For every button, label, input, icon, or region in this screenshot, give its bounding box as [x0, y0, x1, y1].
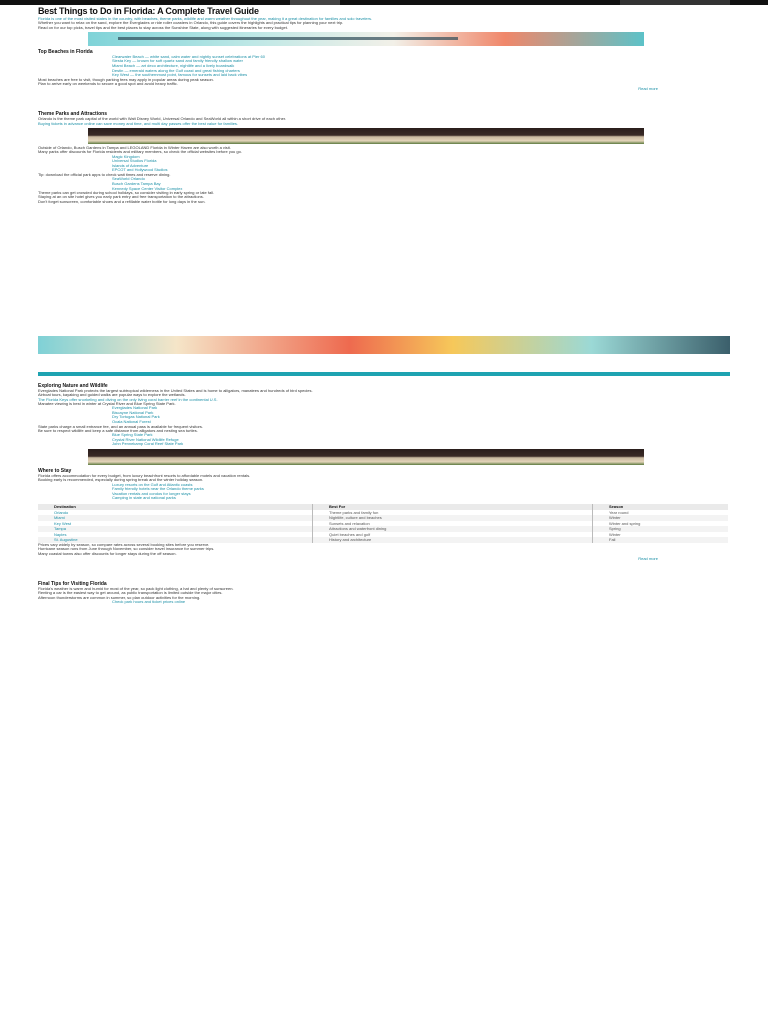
destinations-table	[38, 504, 728, 543]
section-heading-beaches: Top Beaches in Florida	[38, 48, 93, 55]
table-cell[interactable]: Naples	[38, 532, 313, 538]
intro-paragraph-2: Whether you want to relax on the sand, explore the Everglades or ride roller coasters in Orlando, this guide covers the highlights and practical tips for planning your next trip.	[38, 21, 344, 26]
intro-paragraph-1: Florida is one of the most visited states in the country, with beaches, theme parks, wildlife and warm weather throughout the year, making it a great destination for families and solo travelers.	[38, 17, 373, 21]
paragraph: Be sure to respect wildlife and keep a safe distance from alligators and nesting sea turtles.	[38, 428, 198, 433]
national-parks-list	[38, 406, 728, 424]
paragraph: Florida's weather is warm and humid for most of the year, so pack light clothing, a hat and plenty of sunscreen.	[38, 586, 234, 591]
list-item[interactable]: Everglades National Park	[112, 406, 712, 411]
list-item[interactable]: Kennedy Space Center Visitor Complex	[112, 187, 712, 192]
list-item[interactable]: SeaWorld Orlando	[112, 177, 712, 182]
list-item[interactable]: Islands of Adventure	[112, 164, 712, 169]
paragraph: Tip: download the official park apps to check wait times and reserve dining.	[38, 173, 171, 178]
list-item[interactable]: EPCOT and Hollywood Studios	[112, 168, 712, 173]
section-heading-final-tips: Final Tips for Visiting Florida	[38, 580, 107, 587]
section-heading-stay: Where to Stay	[38, 467, 72, 474]
paragraph: Afternoon thunderstorms are common in summer, so plan outdoor activities for the morning.	[38, 595, 201, 600]
read-more-link[interactable]: Read more	[638, 555, 658, 561]
article-content-continued	[38, 380, 728, 604]
paragraph: Don't forget sunscreen, comfortable shoes and a refillable water bottle for long days in the sun.	[38, 199, 206, 204]
table-cell[interactable]: Miami	[38, 515, 313, 521]
paragraph: State parks charge a small entrance fee, and an annual pass is available for frequent visitors.	[38, 424, 203, 429]
list-item[interactable]: John Pennekamp Coral Reef State Park	[112, 442, 712, 447]
paragraph: Airboat tours, kayaking and guided walks are popular ways to explore the wetlands.	[38, 393, 186, 398]
site-logo[interactable]	[290, 0, 340, 5]
intro-paragraph-3: Read on for our top picks, travel tips and the best places to stay across the Sunshine State, along with suggested itineraries for every budget.	[38, 25, 288, 30]
table-cell: Nightlife, culture and beaches	[313, 515, 593, 521]
list-item[interactable]: Family friendly hotels near the Orlando theme parks	[112, 487, 712, 492]
paragraph: Orlando is the theme park capital of the world with Walt Disney World, Universal Orlando and SeaWorld all within a short drive of each other.	[38, 117, 287, 122]
accommodation-list	[38, 483, 728, 501]
table-cell: Sunsets and relaxation	[313, 521, 593, 527]
list-item[interactable]: Check park hours and ticket prices online	[112, 600, 712, 605]
city-image	[88, 128, 644, 144]
table-header: Destination	[38, 504, 313, 510]
table-cell[interactable]: Orlando	[38, 510, 313, 516]
list-item[interactable]: Luxury resorts on the Gulf and Atlantic coasts	[112, 483, 712, 488]
paragraph: Staying at an on site hotel gives you early park entry and free transportation to the attractions.	[38, 195, 204, 200]
final-tips-list	[38, 600, 728, 605]
paragraph: The Florida Keys offer snorkeling and diving on the only living coral barrier reef in the continental U.S.	[38, 397, 218, 402]
read-more-link[interactable]: Read more	[638, 86, 658, 92]
table-cell: History and architecture	[313, 537, 593, 543]
table-header: Best For	[313, 504, 593, 510]
table-cell: Quiet beaches and golf	[313, 532, 593, 538]
theme-parks-list	[38, 155, 728, 173]
paragraph: Theme parks can get crowded during school holidays, so consider visiting in early spring or late fall.	[38, 191, 215, 196]
paragraph: Hurricane season runs from June through November, so consider travel insurance for summer trips.	[38, 547, 215, 552]
list-item[interactable]: Blue Spring State Park	[112, 433, 712, 438]
list-item[interactable]: Biscayne National Park	[112, 411, 712, 416]
list-item[interactable]: Miami Beach — art deco architecture, nightlife and a lively boardwalk	[112, 64, 712, 69]
attractions-list	[38, 177, 728, 191]
paragraph: Booking early is recommended, especially during spring break and the winter holiday season.	[38, 478, 204, 483]
table-cell: Winter and spring	[609, 520, 641, 526]
paragraph: Renting a car is the easiest way to get around, as public transportation is limited outside the major cities.	[38, 591, 223, 596]
table-cell[interactable]: Key West	[38, 521, 313, 527]
beaches-list	[38, 55, 728, 78]
table-cell: Spring	[593, 526, 728, 532]
state-parks-list	[38, 433, 728, 447]
list-item[interactable]: Siesta Key — known for soft quartz sand and family friendly shallow water	[112, 59, 712, 64]
beach-image	[88, 32, 644, 46]
advertisement-banner[interactable]	[38, 336, 730, 354]
paragraph: Outside of Orlando, Busch Gardens in Tampa and LEGOLAND Florida in Winter Haven are also worth a visit.	[38, 146, 231, 151]
waterfront-image	[88, 449, 644, 465]
list-item[interactable]: Dry Tortugas National Park	[112, 415, 712, 420]
article-content	[38, 6, 728, 204]
list-item[interactable]: Key West — the southernmost point, famous for sunsets and laid back vibes	[112, 73, 712, 78]
table-cell: Winter	[609, 531, 621, 537]
paragraph: Buying tickets in advance online can save money and time, and multi day passes offer the best value for families.	[38, 121, 239, 126]
section-heading-nature: Exploring Nature and Wildlife	[38, 383, 108, 389]
list-item[interactable]: Universal Studios Florida	[112, 159, 712, 164]
table-cell: Fall	[593, 537, 728, 543]
section-heading-theme-parks: Theme Parks and Attractions	[38, 111, 108, 118]
list-item[interactable]: Vacation rentals and condos for longer stays	[112, 492, 712, 497]
menu-area[interactable]	[620, 0, 730, 5]
paragraph: Many coastal towns also offer discounts for longer stays during the off season.	[38, 551, 177, 556]
paragraph: Everglades National Park protects the largest subtropical wilderness in the United States and is home to alligators, manatees and hundreds of bird species.	[38, 389, 313, 393]
table-cell[interactable]: Tampa	[38, 526, 313, 532]
list-item[interactable]: Camping in state and national parks	[112, 496, 712, 501]
list-item[interactable]: Magic Kingdom	[112, 155, 712, 160]
list-item[interactable]: Ocala National Forest	[112, 420, 712, 425]
paragraph: Florida offers accommodation for every budget, from luxury beachfront resorts to affordable motels and vacation rentals.	[38, 473, 251, 478]
table-cell: Winter	[593, 515, 728, 521]
paragraph: Manatee viewing is best in winter at Crystal River and Blue Spring State Park.	[38, 401, 176, 406]
paragraph: Most beaches are free to visit, though parking fees may apply in popular areas during peak season.	[38, 77, 214, 82]
paragraph: Plan to arrive early on weekends to secure a good spot and avoid heavy traffic.	[38, 82, 178, 87]
banner-accent-bar	[38, 372, 730, 376]
page-title: Best Things to Do in Florida: A Complete Travel Guide	[38, 6, 259, 16]
table-cell: Attractions and waterfront dining	[313, 526, 593, 532]
list-item[interactable]: Busch Gardens Tampa Bay	[112, 182, 712, 187]
top-navigation-bar	[0, 0, 768, 5]
table-cell[interactable]: St. Augustine	[38, 537, 313, 543]
table-cell: Theme parks and family fun	[313, 510, 593, 516]
table-cell: Year round	[609, 509, 629, 515]
paragraph: Many parks offer discounts for Florida residents and military members, so check the official websites before you go.	[38, 150, 242, 155]
list-item[interactable]: Destin — emerald waters along the Gulf coast and great fishing charters	[112, 69, 712, 74]
table-header: Season	[593, 504, 728, 510]
list-item[interactable]: Crystal River National Wildlife Refuge	[112, 438, 712, 443]
paragraph: Prices vary widely by season, so compare rates across several booking sites before you reserve.	[38, 543, 210, 548]
list-item[interactable]: Clearwater Beach — white sand, calm water and nightly sunset celebrations at Pier 60	[112, 55, 712, 60]
